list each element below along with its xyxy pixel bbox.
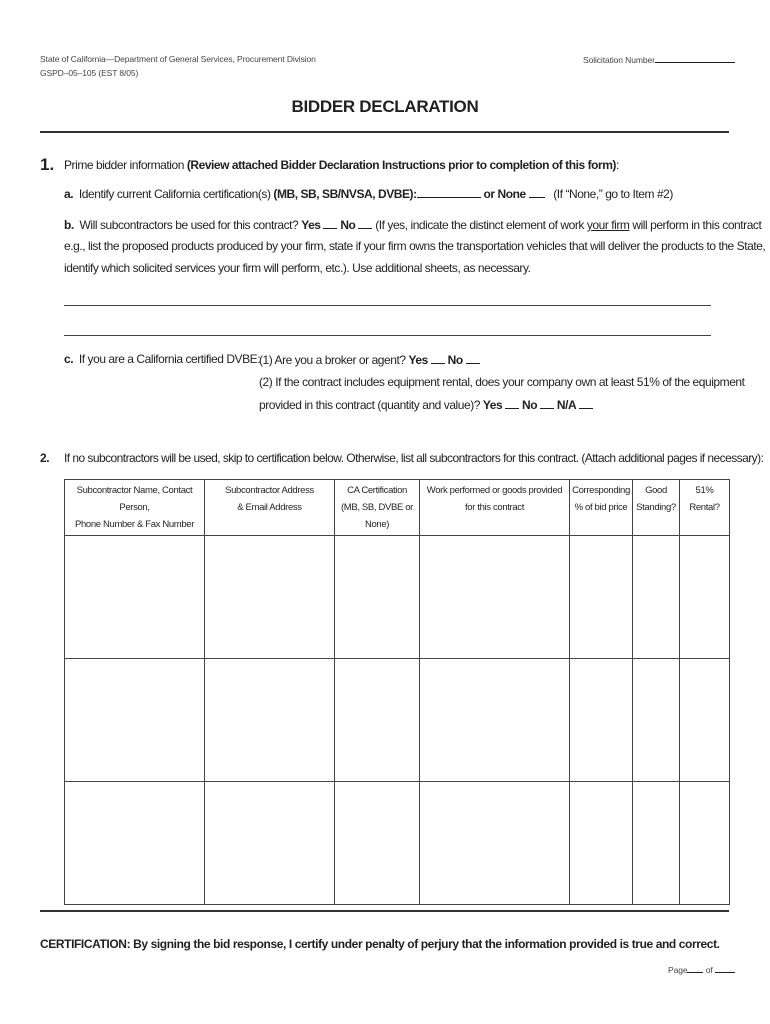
table-row (65, 659, 730, 782)
item1b-line3: identify which solicited services your firm will perform, etc.). Use additional sheets, as necessary. (64, 261, 531, 275)
form-id: GSPD–05–105 (EST 8/05) (40, 68, 139, 78)
broker-yes-field[interactable] (431, 352, 445, 364)
page-total-field[interactable] (715, 964, 735, 973)
item1a: a. Identify current California certification(s) (MB, SB, SB/NVSA, DVBE): or None (If “None,” go to Item #2) (64, 187, 673, 201)
table-cell[interactable] (420, 782, 570, 905)
table-cell[interactable] (570, 659, 633, 782)
table-cell[interactable] (570, 782, 633, 905)
certification-field[interactable] (417, 186, 481, 198)
column-header-subcontractor-name: Subcontractor Name, Contact Person, Phone Number & Fax Number (65, 480, 205, 536)
work-description-line-2[interactable] (64, 335, 711, 336)
item1b: b. Will subcontractors be used for this contract? Yes No (If yes, indicate the distinct element of work your firm will perform in this contract (64, 218, 762, 232)
broker-no-field[interactable] (466, 352, 480, 364)
table-cell[interactable] (420, 659, 570, 782)
certification-statement: CERTIFICATION: By signing the bid response, I certify under penalty of perjury that the information provided is true and correct. (40, 937, 720, 951)
item1c-q2-line2: provided in this contract (quantity and value)? Yes No N/A (259, 397, 593, 412)
subcontractors-no-field[interactable] (358, 217, 372, 229)
solicitation-number (583, 54, 735, 65)
item2-text: If no subcontractors will be used, skip to certification below. Otherwise, list all subcontractors for this contract. (Attach additional pages if necessary): (64, 451, 764, 465)
page-title: BIDDER DECLARATION (291, 97, 479, 116)
table-cell[interactable] (65, 782, 205, 905)
table-cell[interactable] (633, 659, 680, 782)
table-cell[interactable] (65, 536, 205, 659)
item1-number: 1. (40, 155, 55, 174)
table-cell[interactable] (205, 782, 335, 905)
agency-line: State of California—Department of General Services, Procurement Division (40, 54, 316, 64)
table-cell[interactable] (205, 536, 335, 659)
item1c: c. If you are a California certified DVBE: (64, 352, 261, 366)
table-row (65, 782, 730, 905)
table-cell[interactable] (205, 659, 335, 782)
rental-na-field[interactable] (579, 397, 593, 409)
table-cell[interactable] (420, 536, 570, 659)
table-cell[interactable] (335, 782, 420, 905)
column-header-work-performed: Work performed or goods provided for this contract (420, 480, 570, 536)
table-cell[interactable] (570, 536, 633, 659)
table-cell[interactable] (680, 659, 730, 782)
solicitation-label: Solicitation Number (583, 55, 655, 65)
page-field[interactable] (687, 964, 703, 973)
table-cell[interactable] (633, 536, 680, 659)
subcontractors-yes-field[interactable] (323, 217, 337, 229)
table-header-row (65, 480, 730, 536)
title-divider (40, 131, 729, 133)
item1c-q2-line1: (2) If the contract includes equipment rental, does your company own at least 51% of the equipment (259, 375, 745, 389)
rental-yes-field[interactable] (505, 397, 519, 409)
table-cell[interactable] (335, 659, 420, 782)
table-cell[interactable] (633, 782, 680, 905)
work-description-line-1[interactable] (64, 305, 711, 306)
table-cell[interactable] (680, 782, 730, 905)
item1-heading: Prime bidder information (Review attached Bidder Declaration Instructions prior to completion of this form): (64, 158, 619, 172)
column-header-bid-percent: Corresponding % of bid price (570, 480, 633, 536)
table-cell[interactable] (335, 536, 420, 659)
column-header-good-standing: Good Standing? (633, 480, 680, 536)
subcontractor-table (64, 479, 730, 905)
table-cell[interactable] (680, 536, 730, 659)
column-header-rental: 51% Rental? (680, 480, 730, 536)
column-header-certification: CA Certification (MB, SB, DVBE or None) (335, 480, 420, 536)
rental-no-field[interactable] (540, 397, 554, 409)
item2-number: 2. (40, 451, 50, 465)
item1c-q1: (1) Are you a broker or agent? Yes No (259, 352, 480, 367)
certification-divider (40, 910, 729, 912)
solicitation-number-field[interactable] (655, 54, 735, 63)
none-field[interactable] (529, 186, 545, 198)
item1b-line2: e.g., list the proposed products produced by your firm, state if your firm owns the transportation vehicles that will deliver the products to the State, (64, 239, 766, 253)
page-number: Page of (668, 964, 735, 975)
table-row (65, 536, 730, 659)
column-header-address: Subcontractor Address & Email Address (205, 480, 335, 536)
table-cell[interactable] (65, 659, 205, 782)
